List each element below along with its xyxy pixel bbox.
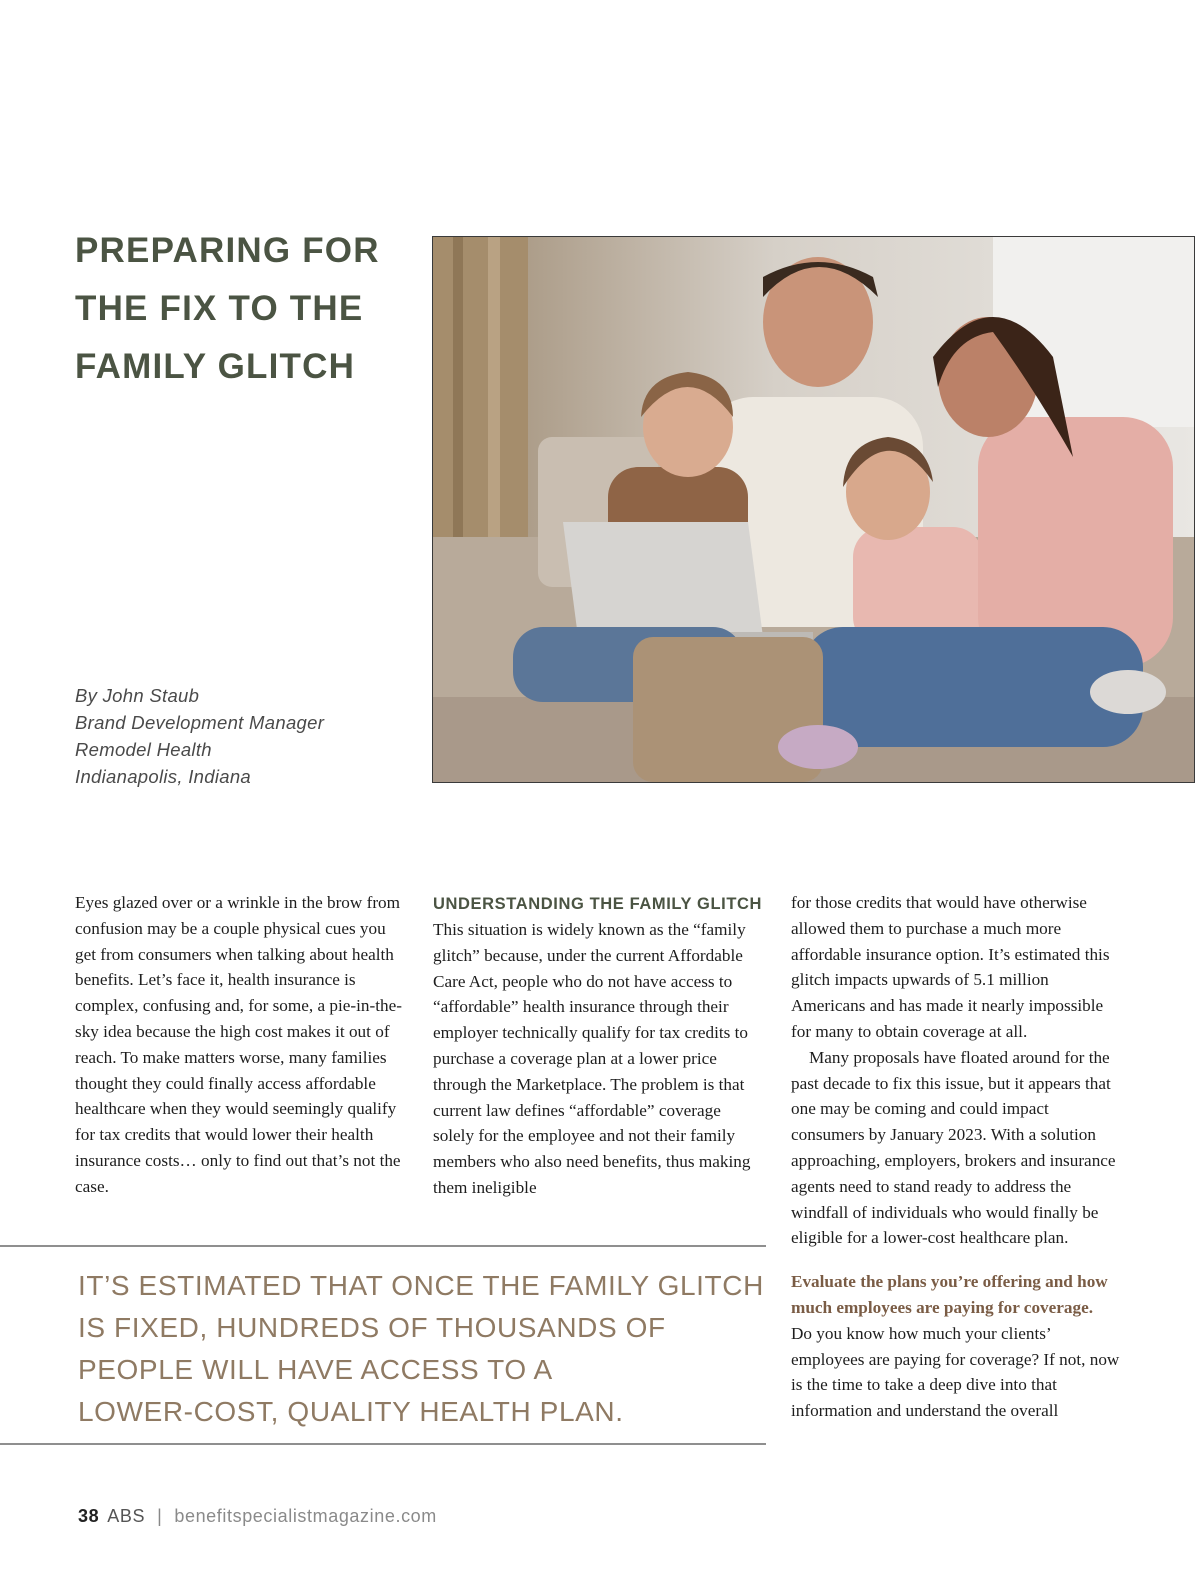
body-paragraph: Eyes glazed over or a wrinkle in the brow from confusion may be a couple physical cues you get from consumers when talking about health benefits. Let’s face it, health insurance is complex, confusing and, for some, a pie-in-the-sky idea because the high cost makes it out of reach. To make matters worse, many families thought they could finally access affordable healthcare when they would seemingly qualify for tax credits that would lower their health insurance costs… only to find out that’s not the case.: [75, 893, 402, 1196]
footer-separator: |: [157, 1506, 163, 1526]
pull-quote-line: IS FIXED, HUNDREDS OF THOUSANDS OF: [78, 1312, 666, 1343]
byline: [75, 682, 415, 790]
body-paragraph: Do you know how much your clients’ employees are paying for coverage? If not, now is the time to take a deep dive into that information and understand the overall: [791, 1323, 1120, 1421]
title-line: FAMILY GLITCH: [75, 347, 356, 386]
body-column-2: [433, 890, 763, 1201]
section-subhead: UNDERSTANDING THE FAMILY GLITCH: [433, 895, 763, 913]
title-line: THE FIX TO THE: [75, 289, 364, 328]
title-line: PREPARING FOR: [75, 231, 380, 270]
body-column-1: [75, 890, 410, 1200]
pull-quote-line: IT’S ESTIMATED THAT ONCE THE FAMILY GLITCH: [78, 1270, 764, 1301]
body-column-3: [791, 890, 1126, 1424]
pull-quote-line: LOWER-COST, QUALITY HEALTH PLAN.: [78, 1396, 624, 1427]
pull-quote: [0, 1245, 766, 1445]
body-paragraph: Many proposals have floated around for the past decade to fix this issue, but it appears that one may be coming and could impact consumers by January 2023. With a solution approaching, employers, brokers and insurance agents need to stand ready to address the windfall of individuals who would finally be eligible for a lower-cost healthcare plan.: [791, 1047, 1116, 1248]
article-title: [75, 222, 415, 396]
author-title: Brand Development Manager: [75, 712, 325, 733]
page-number: 38: [78, 1506, 100, 1526]
author-name: By John Staub: [75, 685, 200, 706]
author-location: Indianapolis, Indiana: [75, 766, 252, 787]
pull-quote-text: [78, 1265, 768, 1433]
pull-quote-line: PEOPLE WILL HAVE ACCESS TO A: [78, 1354, 553, 1385]
website-link[interactable]: benefitspecialistmagazine.com: [174, 1506, 437, 1526]
page-footer: [78, 1503, 437, 1529]
author-company: Remodel Health: [75, 739, 212, 760]
publication-name: ABS: [107, 1506, 146, 1526]
body-paragraph: This situation is widely known as the “family glitch” because, under the current Affordable Care Act, people who do not have access to “affordable” health insurance through their employer technically qualify for tax credits to purchase a coverage plan at a lower price through the Marketplace. The problem is that current law defines “affordable” coverage solely for the employee and not their family members who also need benefits, thus making them ineligible: [433, 920, 751, 1197]
body-paragraph: for those credits that would have otherwise allowed them to purchase a much more affordable insurance option. It’s estimated this glitch impacts upwards of 5.1 million Americans and has made it nearly impossible for many to obtain coverage at all.: [791, 893, 1110, 1041]
family-photo: [432, 236, 1195, 783]
bold-lead-in: Evaluate the plans you’re offering and how much employees are paying for coverage.: [791, 1272, 1108, 1317]
